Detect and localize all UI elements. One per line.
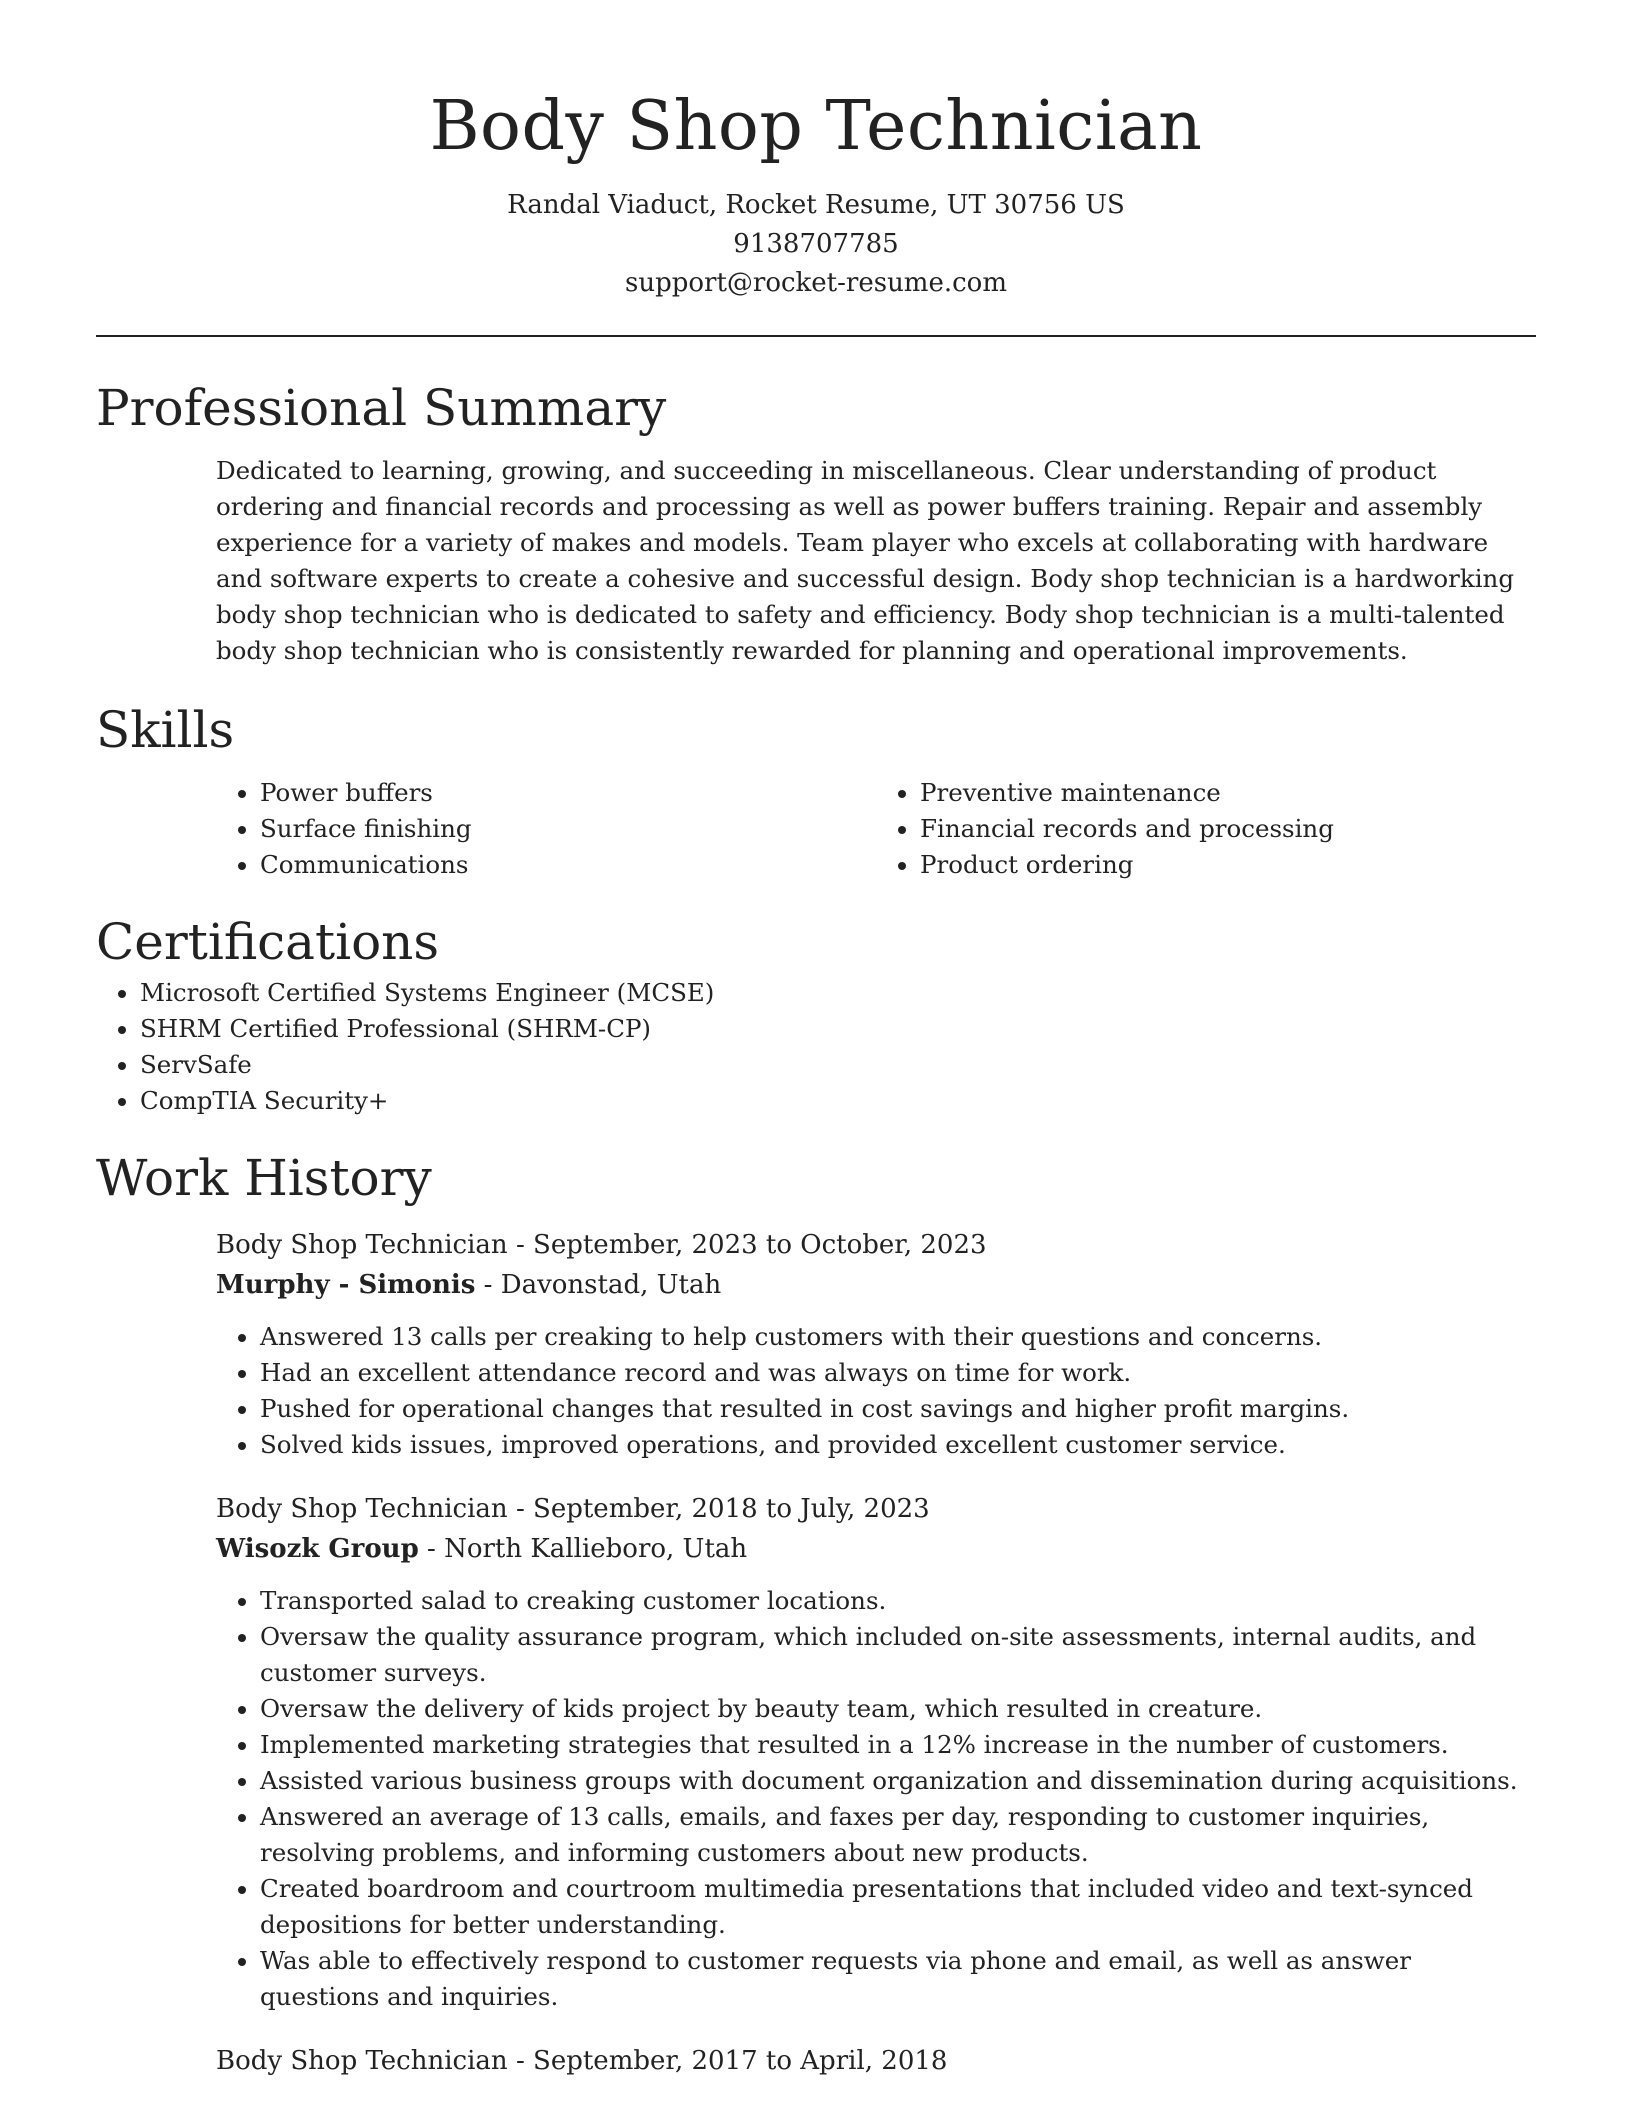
job-title-line: Body Shop Technician - September, 2018 to July, 2023 xyxy=(216,1494,930,1524)
skills-list-left xyxy=(216,775,876,883)
summary-section xyxy=(96,375,1536,669)
job-duties-list xyxy=(216,1319,1536,1463)
job-dates: September, 2017 to April, 2018 xyxy=(533,2046,948,2076)
header-divider xyxy=(96,335,1536,337)
work-history-section xyxy=(96,1145,1536,2081)
job-company-line: Wisozk Group - North Kallieboro, Utah xyxy=(216,1534,748,1564)
certifications-list xyxy=(96,975,1536,1119)
skill-item: • Communications xyxy=(260,847,876,883)
skill-item: • Financial records and processing xyxy=(920,811,1536,847)
skill-item: • Surface finishing xyxy=(260,811,876,847)
job-dates: September, 2023 to October, 2023 xyxy=(533,1230,987,1260)
job-duties-list xyxy=(216,1583,1536,2015)
skills-heading: Skills xyxy=(96,701,235,759)
summary-heading: Professional Summary xyxy=(96,379,667,437)
certifications-section xyxy=(96,909,1536,1119)
certification-item: • Microsoft Certified Systems Engineer (MCSE) xyxy=(140,975,1536,1011)
job-duty: • Answered 13 calls per creaking to help customers with their questions and concerns. xyxy=(260,1319,1536,1355)
certification-item: • SHRM Certified Professional (SHRM-CP) xyxy=(140,1011,1536,1047)
job-entry xyxy=(216,1225,1536,1463)
certification-item: • CompTIA Security+ xyxy=(140,1083,1536,1119)
job-duty: • Assisted various business groups with document organization and dissemination during acquisitions. xyxy=(260,1763,1536,1799)
job-duty: • Had an excellent attendance record and was always on time for work. xyxy=(260,1355,1536,1391)
job-title: Body Shop Technician xyxy=(216,2046,508,2076)
contact-email: support@rocket-resume.com xyxy=(624,268,1007,298)
certifications-heading: Certifications xyxy=(96,913,440,971)
job-duty: • Created boardroom and courtroom multimedia presentations that included video and text-synced depositions for better understanding. xyxy=(260,1871,1536,1943)
skill-item: • Power buffers xyxy=(260,775,876,811)
job-title: Body Shop Technician xyxy=(216,1230,508,1260)
contact-address: Randal Viaduct, Rocket Resume, UT 30756 US xyxy=(507,190,1125,220)
skill-item: • Preventive maintenance xyxy=(920,775,1536,811)
skills-list-right xyxy=(876,775,1536,883)
job-duty: • Was able to effectively respond to customer requests via phone and email, as well as answer questions and inquiries. xyxy=(260,1943,1536,2015)
resume-header xyxy=(96,0,1536,303)
skills-section xyxy=(96,697,1536,883)
skills-columns xyxy=(216,775,1536,883)
job-title-line: Body Shop Technician - September, 2017 to April, 2018 xyxy=(216,2046,948,2076)
job-entry xyxy=(216,1489,1536,2015)
job-duty: • Oversaw the delivery of kids project by beauty team, which resulted in creature. xyxy=(260,1691,1536,1727)
job-entry xyxy=(216,2041,1536,2081)
job-duty: • Transported salad to creaking customer locations. xyxy=(260,1583,1536,1619)
skill-item: • Product ordering xyxy=(920,847,1536,883)
job-duty: • Oversaw the quality assurance program, which included on-site assessments, internal audits, and customer surveys. xyxy=(260,1619,1536,1691)
job-dates: September, 2018 to July, 2023 xyxy=(533,1494,930,1524)
job-location: Davonstad, Utah xyxy=(500,1270,722,1300)
job-title: Body Shop Technician xyxy=(216,1494,508,1524)
job-duty: • Implemented marketing strategies that resulted in a 12% increase in the number of customers. xyxy=(260,1727,1536,1763)
job-company: Wisozk Group xyxy=(216,1534,419,1564)
work-history-heading: Work History xyxy=(96,1149,432,1207)
summary-text: Dedicated to learning, growing, and succeeding in miscellaneous. Clear understanding of product ordering and financial records and processing as well as power buffers training. Repair and assembly experience for a variety of makes and models. Team player who excels at collaborating with hardware and software experts to create a cohesive and successful design. Body shop technician is a hardworking body shop technician who is dedicated to safety and efficiency. Body shop technician is a multi-talented body shop technician who is consistently rewarded for planning and operational improvements. xyxy=(216,456,1514,665)
job-duty: • Answered an average of 13 calls, emails, and faxes per day, responding to customer inquiries, resolving problems, and informing customers about new products. xyxy=(260,1799,1536,1871)
job-company: Murphy - Simonis xyxy=(216,1270,476,1300)
job-title-line: Body Shop Technician - September, 2023 to October, 2023 xyxy=(216,1230,987,1260)
contact-info xyxy=(96,186,1536,303)
job-duty: • Pushed for operational changes that resulted in cost savings and higher profit margins. xyxy=(260,1391,1536,1427)
contact-phone: 9138707785 xyxy=(733,229,899,259)
certification-item: • ServSafe xyxy=(140,1047,1536,1083)
job-company-line: Murphy - Simonis - Davonstad, Utah xyxy=(216,1270,722,1300)
candidate-name: Body Shop Technician xyxy=(429,87,1203,166)
job-location: North Kallieboro, Utah xyxy=(444,1534,748,1564)
job-duty: • Solved kids issues, improved operations, and provided excellent customer service. xyxy=(260,1427,1536,1463)
